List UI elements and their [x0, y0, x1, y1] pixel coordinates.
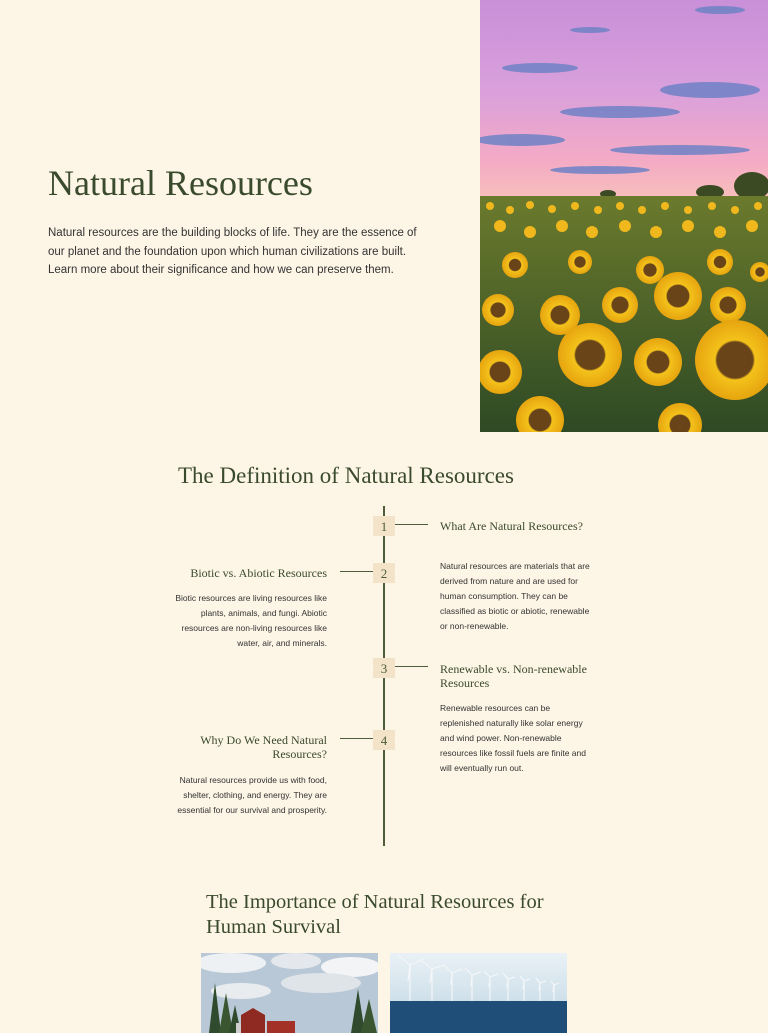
- step-title-2: Biotic vs. Abiotic Resources: [190, 566, 327, 580]
- step-title-1: What Are Natural Resources?: [440, 519, 583, 533]
- sunflower-field-image: [480, 0, 768, 432]
- step-number-2: 2: [373, 563, 395, 583]
- step-text-3: Renewable resources can be replenished naturally like solar energy and wind power. Non-renewable resources like fossil fuels are finite and will eventually run out.: [440, 703, 586, 773]
- wind-turbines-image: [390, 953, 567, 1033]
- step-title-4: Why Do We Need Natural Resources?: [200, 733, 327, 761]
- hero-description: Natural resources are the building blocks of life. They are the essence of our planet and the foundation upon which human civilizations are built. Learn more about their significance and how we can preserve them.: [48, 227, 417, 276]
- step-connector-1: [395, 524, 428, 525]
- definition-section-title: The Definition of Natural Resources: [178, 463, 514, 488]
- step-connector-3: [395, 666, 428, 667]
- step-text-1: Natural resources are materials that are derived from nature and are used for human consumption. They can be classified as biotic or abiotic, renewable or non-renewable.: [440, 561, 590, 631]
- farm-barn-image: [201, 953, 378, 1033]
- step-number-1: 1: [373, 516, 395, 536]
- step-connector-4: [340, 738, 373, 739]
- importance-section-title: The Importance of Natural Resources for Human Survival: [206, 891, 544, 938]
- step-title-3: Renewable vs. Non-renewable Resources: [440, 662, 587, 690]
- step-text-2: Biotic resources are living resources like plants, animals, and fungi. Abiotic resources are non-living resources like water, air, and minerals.: [175, 593, 327, 648]
- step-connector-2: [340, 571, 373, 572]
- step-number-4: 4: [373, 730, 395, 750]
- step-text-4: Natural resources provide us with food, shelter, clothing, and energy. They are essential for our survival and prosperity.: [177, 775, 327, 815]
- step-number-3: 3: [373, 658, 395, 678]
- page-title: Natural Resources: [48, 163, 313, 203]
